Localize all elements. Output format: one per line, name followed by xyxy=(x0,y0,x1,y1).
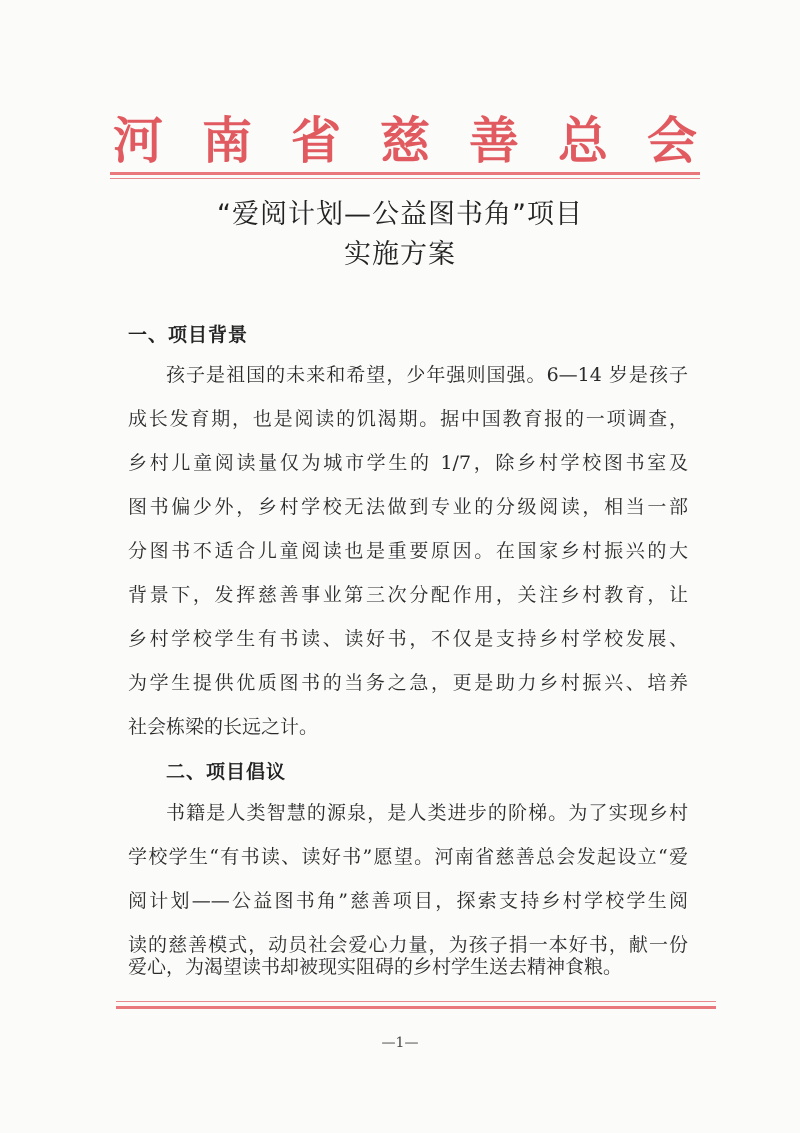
paragraph-line: 阅计划——公益图书角”慈善项目，探索支持乡村学校学生阅 xyxy=(128,890,688,912)
paragraph-line: 乡村学校学生有书读、读好书，不仅是支持乡村学校发展、 xyxy=(128,628,688,650)
letterhead-organization-name xyxy=(110,113,700,169)
paragraph-line: 爱心，为渴望读书却被现实阻碍的乡村学生送去精神食粮。 xyxy=(128,956,623,978)
section-heading-proposal: 二、项目倡议 xyxy=(166,761,287,783)
letterhead-char: 善 xyxy=(469,111,519,170)
paragraph-line: 图书偏少外，乡村学校无法做到专业的分级阅读，相当一部 xyxy=(128,496,688,518)
document-title-line-1: “爱阅计划—公益图书角”项目 xyxy=(217,199,583,230)
header-rule-thick xyxy=(110,172,700,175)
letterhead-char: 南 xyxy=(202,111,252,170)
paragraph-line: 读的慈善模式，动员社会爱心力量，为孩子捐一本好书，献一份 xyxy=(128,934,688,956)
footer-rule-thin xyxy=(116,1001,716,1002)
paragraph-line: 孩子是祖国的未来和希望，少年强则国强。6—14 岁是孩子 xyxy=(166,364,688,386)
paragraph-line: 分图书不适合儿童阅读也是重要原因。在国家乡村振兴的大 xyxy=(128,540,688,562)
page-number: —1— xyxy=(381,1035,419,1051)
document-title-line-2: 实施方案 xyxy=(344,239,456,270)
header-rule-thin xyxy=(110,178,700,179)
paragraph-line: 成长发育期，也是阅读的饥渴期。据中国教育报的一项调查， xyxy=(128,408,688,430)
paragraph-line: 背景下，发挥慈善事业第三次分配作用，关注乡村教育，让 xyxy=(128,584,688,606)
paragraph-line: 书籍是人类智慧的源泉，是人类进步的阶梯。为了实现乡村 xyxy=(166,802,688,824)
letterhead-char: 省 xyxy=(291,111,341,170)
letterhead-char: 慈 xyxy=(380,111,430,170)
letterhead-char: 总 xyxy=(558,111,608,170)
section-heading-background: 一、项目背景 xyxy=(128,324,249,346)
letterhead-char: 会 xyxy=(647,111,697,170)
letterhead-char: 河 xyxy=(113,111,163,170)
paragraph-line: 乡村儿童阅读量仅为城市学生的 1/7，除乡村学校图书室及 xyxy=(128,452,688,474)
paragraph-line: 学校学生“有书读、读好书”愿望。河南省慈善总会发起设立“爱 xyxy=(128,846,688,868)
paragraph-line: 为学生提供优质图书的当务之急，更是助力乡村振兴、培养 xyxy=(128,672,688,694)
footer-rule-thick xyxy=(116,1006,716,1009)
paragraph-line: 社会栋梁的长远之计。 xyxy=(128,716,319,738)
